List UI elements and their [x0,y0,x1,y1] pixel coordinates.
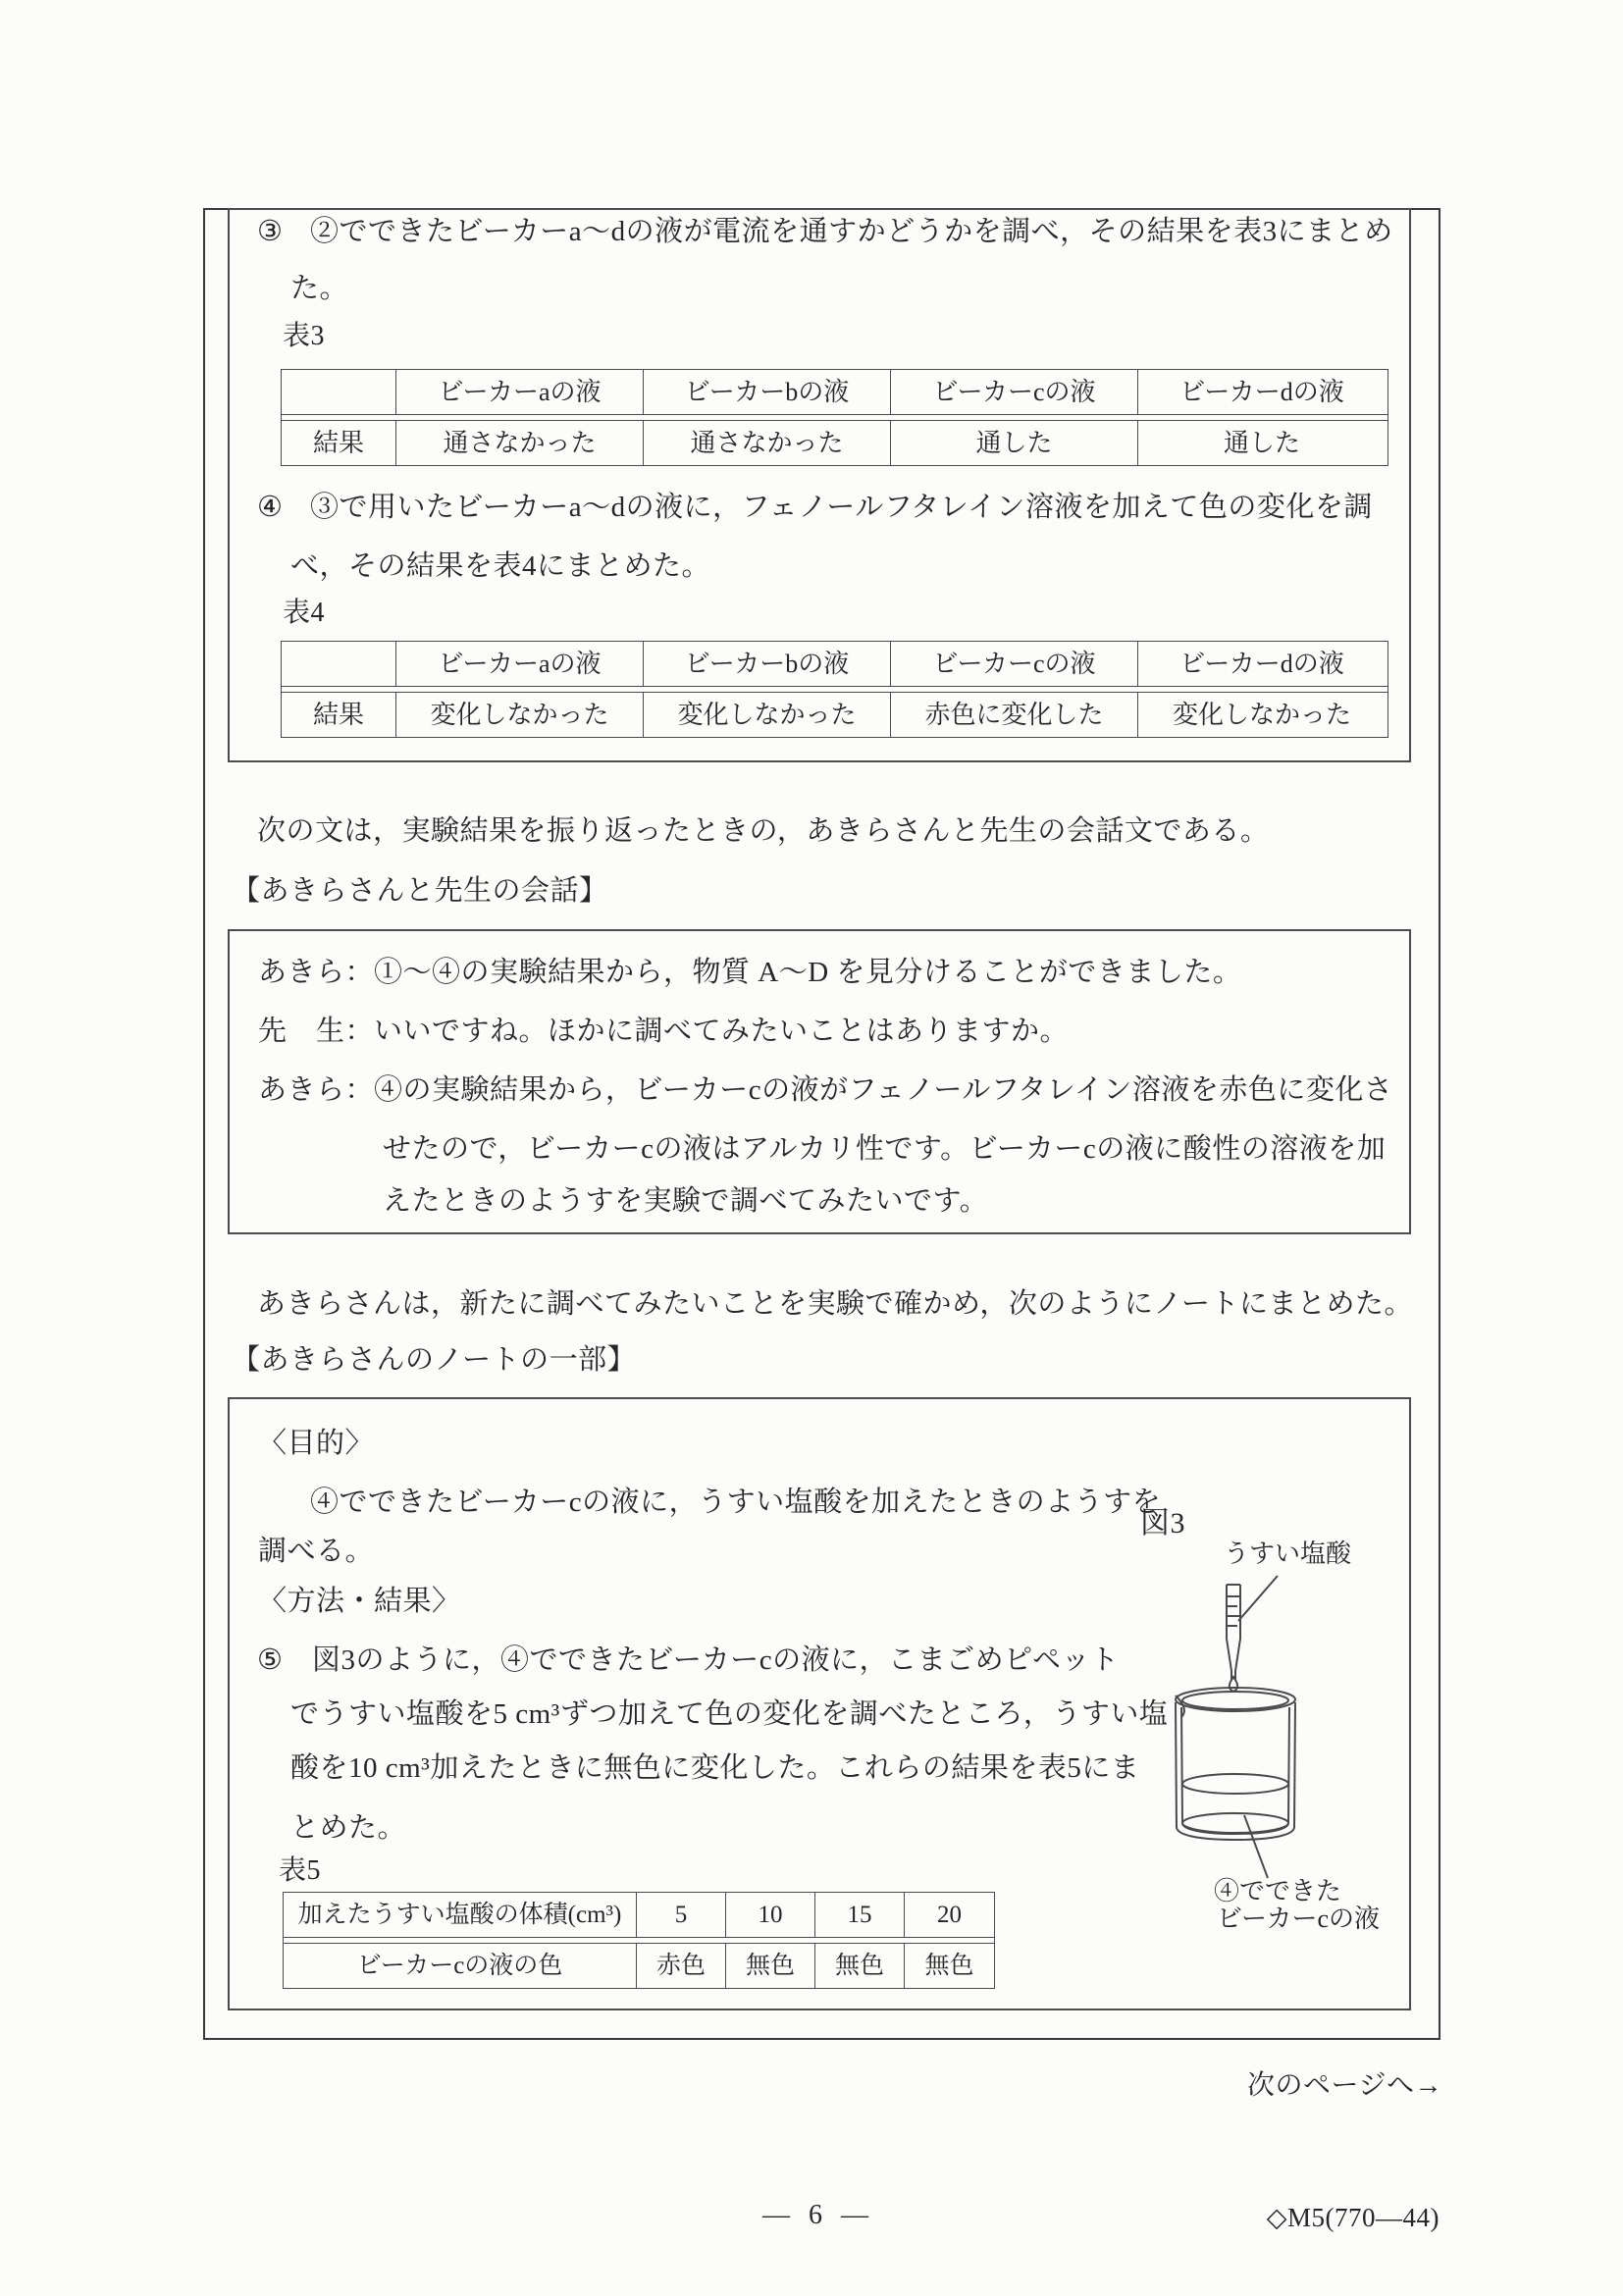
table4-result: 変化しなかった [1172,701,1351,729]
table3-result: 通さなかった [644,421,891,465]
item5-line2: でうすい塩酸を5 cm³ずつ加えて色の変化を調べたところ，うすい塩 [290,1698,1169,1730]
table5-volume-row [284,1893,994,1937]
table5-volume: 20 [937,1902,962,1928]
item4-line1: ③で用いたビーカーa～dの液に，フェノールフタレイン溶液を加えて色の変化を調 [310,492,1373,523]
table5-row1-header: 加えたうすい塩酸の体積(cm³) [284,1893,637,1937]
next-page-note: 次のページへ→ [1247,2070,1442,2101]
table5-color: 無色 [924,1953,974,1979]
dialog-text: いいですね。ほかに調べてみたいことはありますか。 [374,1016,1070,1047]
table3-col-header: ビーカーbの液 [644,370,891,414]
table5-label: 表5 [279,1855,322,1886]
pipette-leader-line [1238,1576,1278,1621]
page-number: — 6 — [762,2200,874,2230]
table3-result: 通した [1223,429,1300,457]
figure3-drawing [1119,1570,1403,1894]
pipette-icon [1227,1585,1240,1680]
table5-color: 無色 [815,1944,905,1988]
table3-header-row [282,370,1387,414]
dialog-speaker: 先 生： [258,1016,375,1047]
table5-color: 赤色 [637,1944,726,1988]
table-3 [281,369,1388,466]
note-title: 【あきらさんのノートの一部】 [232,1344,637,1376]
item5-line3: 酸を10 cm³加えたときに無色に変化した。これらの結果を表5にま [290,1752,1140,1784]
table5-volume: 5 [637,1893,726,1937]
dialog-line [258,1014,1069,1049]
dialog-speaker: あきら： [258,1074,375,1106]
dialog-text: せたので，ビーカーcの液はアルカリ性です。ビーカーcの液に酸性の溶液を加 [383,1133,1387,1165]
item3-line1: ②でできたビーカーa～dの液が電流を通すかどうかを調べ，その結果を表3にまとめ [310,216,1393,247]
purpose-line2: 調べる。 [258,1536,375,1567]
item5-line4: とめた。 [290,1812,407,1844]
dialog-line [258,955,1241,990]
table3-col-header: ビーカーaの液 [396,370,644,414]
item3-line2: た。 [290,273,349,304]
table3-double-rule [282,414,1387,421]
table3-row-header: 結果 [282,421,396,465]
table4-col-header: ビーカーbの液 [644,642,891,686]
table3-corner-cell [282,370,396,414]
dialog-speaker: あきら： [258,957,375,988]
table3-result: 通さなかった [396,421,644,465]
purpose-heading: 〈目的〉 [258,1428,375,1459]
table5-double-rule [284,1937,994,1944]
beaker-label-line2: ビーカーcの液 [1217,1905,1380,1933]
table5-volume: 10 [726,1893,815,1937]
table5-row2-header: ビーカーcの液の色 [284,1944,637,1988]
table3-col-header: ビーカーdの液 [1179,378,1344,406]
table3-result: 通した [891,421,1138,465]
figure3-label: 図3 [1140,1507,1185,1539]
dialog-text: ④の実験結果から，ビーカーcの液がフェノールフタレイン溶液を赤色に変化さ [374,1074,1393,1106]
table5-volume: 15 [815,1893,905,1937]
item4-line2: べ，その結果を表4にまとめた。 [290,550,711,582]
table-5 [283,1892,995,1989]
item3-number: ③ [257,216,284,247]
dialog-line [258,1072,1392,1108]
beaker-label-line1: ④でできた [1214,1877,1342,1905]
item5-line1: 図3のように，④でできたビーカーcの液に，こまごめピペット [312,1644,1120,1676]
table-4 [281,641,1388,738]
dialog-text: ①～④の実験結果から，物質 A～D を見分けることができました。 [374,957,1242,988]
table4-col-header: ビーカーaの液 [396,642,644,686]
table4-header-row [282,642,1387,686]
item5-number: ⑤ [257,1644,284,1676]
table3-label: 表3 [283,321,326,351]
dialog-title: 【あきらさんと先生の会話】 [232,875,608,907]
note-intro: あきらさんは，新たに調べてみたいことを実験で確かめ，次のようにノートにまとめた。 [257,1288,1413,1320]
beaker-leader-line [1244,1815,1268,1878]
table3-col-header: ビーカーcの液 [891,370,1138,414]
table3-data-row [282,421,1387,465]
table5-color-row [284,1944,994,1988]
table4-row-header: 結果 [282,693,396,737]
pipette-label: うすい塩酸 [1224,1539,1352,1568]
dialog-line [383,1131,1386,1167]
table4-data-row [282,693,1387,737]
dialog-intro: 次の文は，実験結果を振り返ったときの，あきらさんと先生の会話文である。 [257,815,1270,847]
beaker-icon [1176,1688,1295,1840]
table4-col-header: ビーカーdの液 [1179,650,1344,678]
table4-corner-cell [282,642,396,686]
table4-double-rule [282,686,1387,693]
dialog-text: えたときのようすを実験で調べてみたいです。 [383,1185,989,1217]
doc-code: ◇M5(770—44) [1266,2203,1440,2232]
table4-result: 変化しなかった [644,693,891,737]
dialog-line [383,1183,988,1219]
table4-result: 赤色に変化した [891,693,1138,737]
purpose-line1: ④でできたビーカーcの液に，うすい塩酸を加えたときのようすを [310,1487,1162,1518]
table5-color: 無色 [726,1944,815,1988]
item4-number: ④ [257,492,284,523]
method-heading: 〈方法・結果〉 [258,1586,461,1617]
table4-label: 表4 [283,598,326,628]
table4-result: 変化しなかった [396,693,644,737]
table4-col-header: ビーカーcの液 [891,642,1138,686]
